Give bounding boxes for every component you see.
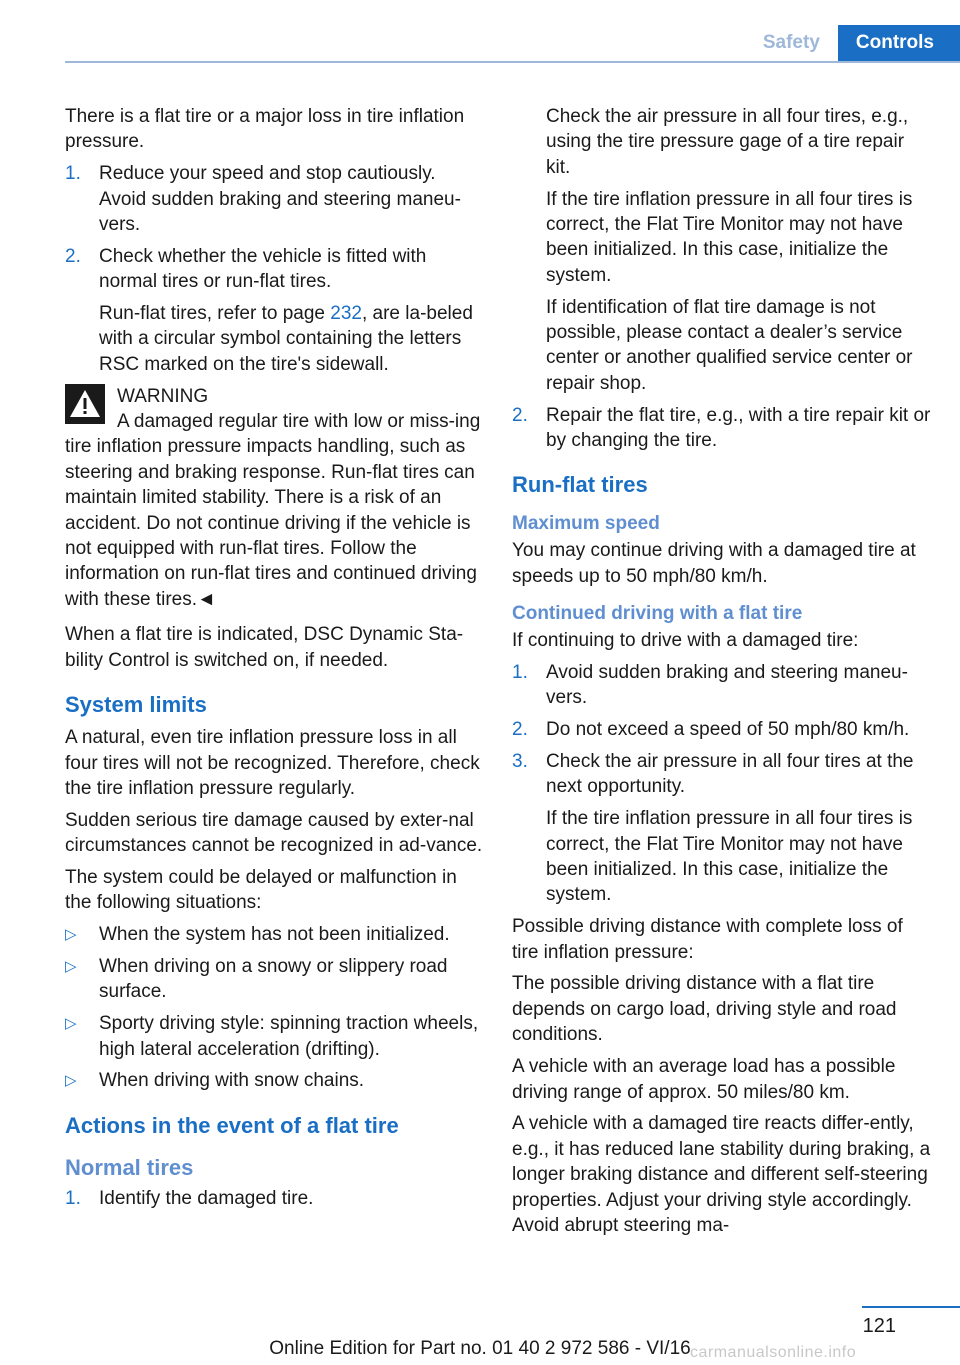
step2-detail-post: , are la‐beled with a circular symbol containing the letters RSC marked on the tire's sidewall.	[99, 303, 473, 375]
triangle-bullet-icon: ▷	[65, 1015, 77, 1033]
chapter-tabs	[745, 25, 960, 61]
list-item	[512, 403, 932, 454]
warning-icon	[65, 384, 105, 424]
list-number: 2.	[65, 245, 81, 267]
step1-detail: Check the air pressure in all four tires, e.g., using the tire pressure gage of a tire repair kit.	[546, 106, 909, 178]
triangle-bullet-icon: ▷	[65, 1072, 77, 1090]
list-item	[65, 1186, 485, 1211]
step2-detail-pre: Run-flat tires, refer to page	[99, 303, 331, 325]
page-link[interactable]: 232	[330, 303, 362, 325]
list-number: 1.	[512, 662, 528, 684]
distance-paragraph: A vehicle with an average load has a possible driving range of approx. 50 miles/80 km.	[512, 1056, 896, 1103]
section-heading-run-flat: Run-flat tires	[512, 472, 648, 498]
subsection-heading-continued-driving: Continued driving with a flat tire	[512, 603, 803, 625]
warning-title: WARNING	[117, 385, 209, 407]
dsc-paragraph: When a flat tire is indicated, DSC Dynamic Sta‐bility Control is switched on, if needed.	[65, 624, 464, 671]
step1-detail: If the tire inflation pressure in all four tires is correct, the Flat Tire Monitor may not have been initialized. In this case, initialize the system.	[546, 188, 913, 286]
list-item	[512, 717, 932, 742]
system-limits-paragraph: A natural, even tire inflation pressure loss in all four tires will not be recognized. Therefore, check the tire inflation pressure regularly.	[65, 727, 480, 799]
list-number: 1.	[65, 163, 81, 185]
step2-detail	[65, 301, 485, 377]
footer-divider	[862, 1306, 960, 1308]
bullet-text: When the system has not been initialized.	[99, 924, 450, 946]
list-number: 2.	[512, 719, 528, 741]
list-text: Check the air pressure in all four tires at the next opportunity.	[546, 751, 914, 798]
tab-safety[interactable]: Safety	[745, 25, 838, 61]
list-text: Identify the damaged tire.	[99, 1187, 314, 1209]
list-item	[65, 161, 485, 237]
bullet-item	[65, 1011, 485, 1062]
subsection-heading-normal-tires: Normal tires	[65, 1154, 194, 1180]
step1-detail: If identification of flat tire damage is not possible, please contact a dealer’s service center or another qualified service center or repair shop.	[546, 296, 913, 394]
list-item	[65, 244, 485, 295]
subsection-heading-max-speed: Maximum speed	[512, 513, 660, 535]
system-limits-paragraph: The system could be delayed or malfunction in the following situations:	[65, 866, 457, 914]
list-text: Reduce your speed and stop cautiously. Avoid sudden braking and steering maneu‐vers.	[99, 163, 461, 236]
list-text: Check whether the vehicle is fitted with normal tires or run-flat tires.	[99, 245, 427, 293]
step3-detail: If the tire inflation pressure in all four tires is correct, the Flat Tire Monitor may not have been initialized. In this case, initialize the system.	[546, 808, 913, 906]
header-divider	[65, 61, 960, 63]
bullet-item	[65, 1068, 485, 1093]
left-column	[65, 104, 485, 1218]
distance-paragraph: A vehicle with a damaged tire reacts differ‐ently, e.g., it has reduced lane stability during braking, a longer braking distance and different self-steering properties. Adjust your driving style accordingly. Avoid abrupt steering ma‐	[512, 1113, 931, 1236]
bullet-item	[65, 954, 485, 1005]
distance-paragraph: The possible driving distance with a flat tire depends on cargo load, driving style and road conditions.	[512, 973, 897, 1046]
section-heading-system-limits: System limits	[65, 692, 207, 718]
system-limits-paragraph: Sudden serious tire damage caused by exter‐nal circumstances cannot be recognized in ad‐vance.	[65, 809, 483, 857]
list-text: Repair the flat tire, e.g., with a tire repair kit or by changing the tire.	[546, 404, 931, 452]
triangle-bullet-icon: ▷	[65, 926, 77, 944]
list-item	[512, 749, 932, 800]
bullet-text: When driving on a snowy or slippery road surface.	[99, 955, 448, 1003]
watermark: carmanualsonline.info	[690, 1344, 857, 1361]
list-text: Do not exceed a speed of 50 mph/80 km/h.	[546, 719, 910, 741]
bullet-text: Sporty driving style: spinning traction wheels, high lateral acceleration (drifting).	[99, 1013, 479, 1060]
edition-footer: Online Edition for Part no. 01 40 2 972 586 - VI/16	[269, 1338, 691, 1359]
max-speed-paragraph: You may continue driving with a damaged tire at speeds up to 50 mph/80 km/h.	[512, 540, 916, 587]
triangle-bullet-icon: ▷	[65, 957, 77, 975]
list-number: 2.	[512, 404, 528, 426]
list-number: 1.	[65, 1187, 81, 1209]
warning-block	[65, 384, 485, 613]
intro-paragraph: There is a flat tire or a major loss in tire inflation pressure.	[65, 106, 465, 153]
list-text: Avoid sudden braking and steering maneu‐vers.	[546, 662, 908, 709]
list-item	[512, 660, 932, 711]
continued-intro: If continuing to drive with a damaged tire:	[512, 630, 859, 652]
bullet-text: When driving with snow chains.	[99, 1070, 365, 1092]
tab-controls[interactable]: Controls	[838, 25, 960, 61]
distance-paragraph: Possible driving distance with complete loss of tire inflation pressure:	[512, 916, 903, 963]
list-number: 3.	[512, 751, 528, 773]
section-heading-actions: Actions in the event of a flat tire	[65, 1112, 399, 1138]
warning-text: A damaged regular tire with low or miss‐ing tire inflation pressure impacts handling, such as steering and braking response. Run-flat tires can maintain limited stability. There is a risk of an accident. Do not continue driving if the vehicle is not equipped with run-flat tires. Follow the information on run-flat tires and continued driving with these tires.◄	[65, 411, 481, 610]
bullet-item	[65, 922, 485, 947]
right-column	[512, 104, 932, 1245]
page-number: 121	[862, 1315, 896, 1337]
